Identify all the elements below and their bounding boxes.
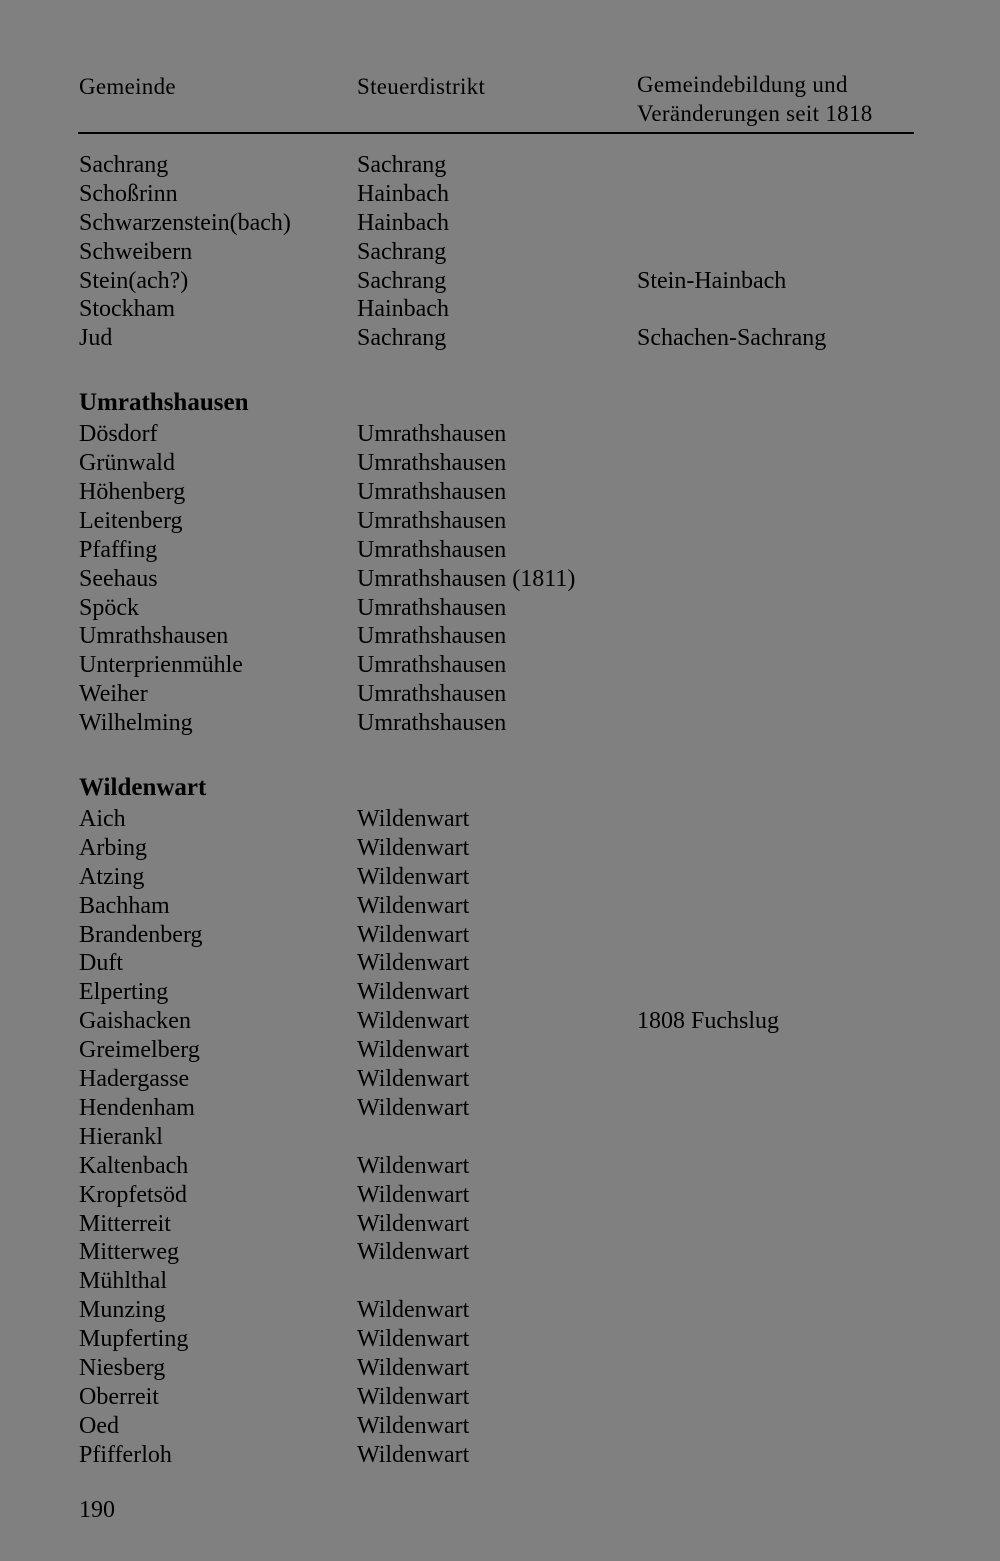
steuerdistrikt-cell: Wildenwart	[357, 1152, 470, 1179]
table-row	[0, 1354, 1000, 1383]
steuerdistrikt-cell: Umrathshausen	[357, 710, 507, 737]
steuerdistrikt-cell: Hainbach	[357, 209, 449, 236]
gemeinde-cell: Schoßrinn	[79, 180, 178, 207]
table-row	[0, 209, 1000, 238]
section-heading: Umrathshausen	[79, 389, 249, 417]
table-row	[0, 1383, 1000, 1412]
table-row	[0, 1123, 1000, 1152]
gemeinde-cell: Mitterweg	[79, 1239, 179, 1266]
gemeinde-cell: Umrathshausen	[79, 623, 229, 650]
gemeinde-cell: Brandenberg	[79, 921, 203, 948]
gemeinde-cell: Pfifferloh	[79, 1441, 172, 1468]
gemeinde-cell: Elperting	[79, 979, 169, 1006]
gemeinde-cell: Mupferting	[79, 1326, 189, 1353]
table-row	[0, 805, 1000, 834]
column-header-gemeindebildung	[637, 70, 873, 128]
steuerdistrikt-cell: Wildenwart	[357, 1441, 470, 1468]
table-row	[0, 1181, 1000, 1210]
table-row	[0, 565, 1000, 594]
section-spacer	[0, 353, 1000, 385]
gemeinde-cell: Grünwald	[79, 450, 175, 477]
steuerdistrikt-cell: Umrathshausen	[357, 623, 507, 650]
gemeinde-cell: Hierankl	[79, 1123, 163, 1150]
gemeinde-cell: Atzing	[79, 863, 145, 890]
gemeinde-cell: Bachham	[79, 892, 170, 919]
column-header-gemeindebildung-line2: Veränderungen seit 1818	[637, 101, 873, 126]
table-row	[0, 978, 1000, 1007]
gemeinde-cell: Greimelberg	[79, 1037, 200, 1064]
table-row	[0, 180, 1000, 209]
steuerdistrikt-cell: Wildenwart	[357, 979, 470, 1006]
table-row	[0, 1325, 1000, 1354]
table-row	[0, 295, 1000, 324]
gemeinde-cell: Jud	[79, 325, 113, 352]
table-row	[0, 1065, 1000, 1094]
table-row	[0, 1094, 1000, 1123]
table-row	[0, 536, 1000, 565]
table-row	[0, 420, 1000, 449]
gemeinde-cell: Seehaus	[79, 565, 158, 592]
steuerdistrikt-cell: Umrathshausen	[357, 421, 507, 448]
table-row	[0, 267, 1000, 296]
gemeinde-cell: Hadergasse	[79, 1066, 190, 1093]
table-row	[0, 1238, 1000, 1267]
steuerdistrikt-cell: Wildenwart	[357, 921, 470, 948]
table-row	[0, 1210, 1000, 1239]
table-row	[0, 1007, 1000, 1036]
steuerdistrikt-cell: Sachrang	[357, 238, 447, 265]
steuerdistrikt-cell: Wildenwart	[357, 1210, 470, 1237]
gemeinde-cell: Weiher	[79, 681, 148, 708]
steuerdistrikt-cell: Umrathshausen	[357, 507, 507, 534]
steuerdistrikt-cell: Wildenwart	[357, 1008, 470, 1035]
gemeinde-cell: Spöck	[79, 594, 139, 621]
gemeinde-cell: Aich	[79, 806, 126, 833]
table-row	[0, 478, 1000, 507]
steuerdistrikt-cell: Wildenwart	[357, 1094, 470, 1121]
table-row	[0, 507, 1000, 536]
gemeinde-cell: Oberreit	[79, 1383, 159, 1410]
steuerdistrikt-cell: Wildenwart	[357, 863, 470, 890]
steuerdistrikt-cell: Wildenwart	[357, 1037, 470, 1064]
table-row	[0, 1267, 1000, 1296]
gemeinde-cell: Leitenberg	[79, 507, 183, 534]
gemeindebildung-cell: Stein-Hainbach	[637, 267, 787, 294]
steuerdistrikt-cell: Hainbach	[357, 296, 449, 323]
column-header-steuerdistrikt: Steuerdistrikt	[357, 74, 486, 99]
gemeinde-cell: Stockham	[79, 296, 175, 323]
steuerdistrikt-cell: Umrathshausen	[357, 681, 507, 708]
gemeinde-cell: Arbing	[79, 834, 147, 861]
gemeinde-cell: Kaltenbach	[79, 1152, 189, 1179]
steuerdistrikt-cell: Wildenwart	[357, 1239, 470, 1266]
steuerdistrikt-cell: Umrathshausen	[357, 594, 507, 621]
table-row	[0, 949, 1000, 978]
steuerdistrikt-cell: Wildenwart	[357, 834, 470, 861]
section-heading: Wildenwart	[79, 774, 207, 802]
gemeinde-cell: Duft	[79, 950, 123, 977]
gemeinde-cell: Schwarzenstein(bach)	[79, 209, 291, 236]
table-body	[0, 151, 1000, 1470]
table-row	[0, 449, 1000, 478]
steuerdistrikt-cell: Sachrang	[357, 325, 447, 352]
gemeinde-cell: Dösdorf	[79, 421, 158, 448]
steuerdistrikt-cell: Umrathshausen	[357, 652, 507, 679]
gemeinde-cell: Niesberg	[79, 1354, 166, 1381]
section-spacer	[0, 738, 1000, 770]
gemeinde-cell: Sachrang	[79, 152, 169, 178]
table-row	[0, 622, 1000, 651]
steuerdistrikt-cell: Umrathshausen (1811)	[357, 565, 576, 592]
gemeinde-cell: Oed	[79, 1412, 119, 1439]
table-row	[0, 892, 1000, 921]
gemeinde-cell: Schweibern	[79, 238, 193, 265]
gemeinde-cell: Unterprienmühle	[79, 652, 243, 679]
steuerdistrikt-cell: Umrathshausen	[357, 450, 507, 477]
gemeindebildung-cell: 1808 Fuchslug	[637, 1008, 780, 1035]
table-row	[0, 324, 1000, 353]
table-row	[0, 921, 1000, 950]
table-row	[0, 680, 1000, 709]
column-header-gemeindebildung-line1: Gemeindebildung und	[637, 72, 848, 97]
steuerdistrikt-cell: Umrathshausen	[357, 479, 507, 506]
table-row	[0, 151, 1000, 180]
page-number: 190	[79, 1497, 115, 1523]
steuerdistrikt-cell: Sachrang	[357, 152, 447, 178]
gemeinde-cell: Kropfetsöd	[79, 1181, 187, 1208]
steuerdistrikt-cell: Wildenwart	[357, 806, 470, 833]
steuerdistrikt-cell: Wildenwart	[357, 1181, 470, 1208]
gemeinde-cell: Mitterreit	[79, 1210, 171, 1237]
steuerdistrikt-cell: Wildenwart	[357, 1354, 470, 1381]
gemeinde-cell: Höhenberg	[79, 479, 186, 506]
gemeinde-cell: Munzing	[79, 1297, 166, 1324]
table-row	[0, 1441, 1000, 1470]
gemeinde-cell: Wilhelming	[79, 710, 193, 737]
gemeinde-cell: Mühlthal	[79, 1268, 167, 1295]
table-row	[0, 651, 1000, 680]
table-row	[0, 1036, 1000, 1065]
table-row	[0, 238, 1000, 267]
steuerdistrikt-cell: Wildenwart	[357, 1412, 470, 1439]
gemeinde-cell: Hendenham	[79, 1094, 195, 1121]
steuerdistrikt-cell: Wildenwart	[357, 892, 470, 919]
gemeinde-cell: Stein(ach?)	[79, 267, 189, 294]
table-row	[0, 594, 1000, 623]
table-row	[0, 1412, 1000, 1441]
steuerdistrikt-cell: Hainbach	[357, 180, 449, 207]
gemeindebildung-cell: Schachen-Sachrang	[637, 325, 827, 352]
column-header-gemeinde: Gemeinde	[79, 74, 176, 99]
steuerdistrikt-cell: Sachrang	[357, 267, 447, 294]
steuerdistrikt-cell: Wildenwart	[357, 950, 470, 977]
steuerdistrikt-cell: Wildenwart	[357, 1297, 470, 1324]
table-row	[0, 1152, 1000, 1181]
steuerdistrikt-cell: Umrathshausen	[357, 536, 507, 563]
steuerdistrikt-cell: Wildenwart	[357, 1326, 470, 1353]
steuerdistrikt-cell: Wildenwart	[357, 1383, 470, 1410]
gemeinde-cell: Pfaffing	[79, 536, 158, 563]
table-row	[0, 1296, 1000, 1325]
header-divider	[78, 132, 914, 134]
table-row	[0, 863, 1000, 892]
steuerdistrikt-cell: Wildenwart	[357, 1066, 470, 1093]
table-row	[0, 834, 1000, 863]
gemeinde-cell: Gaishacken	[79, 1008, 191, 1035]
table-row	[0, 709, 1000, 738]
